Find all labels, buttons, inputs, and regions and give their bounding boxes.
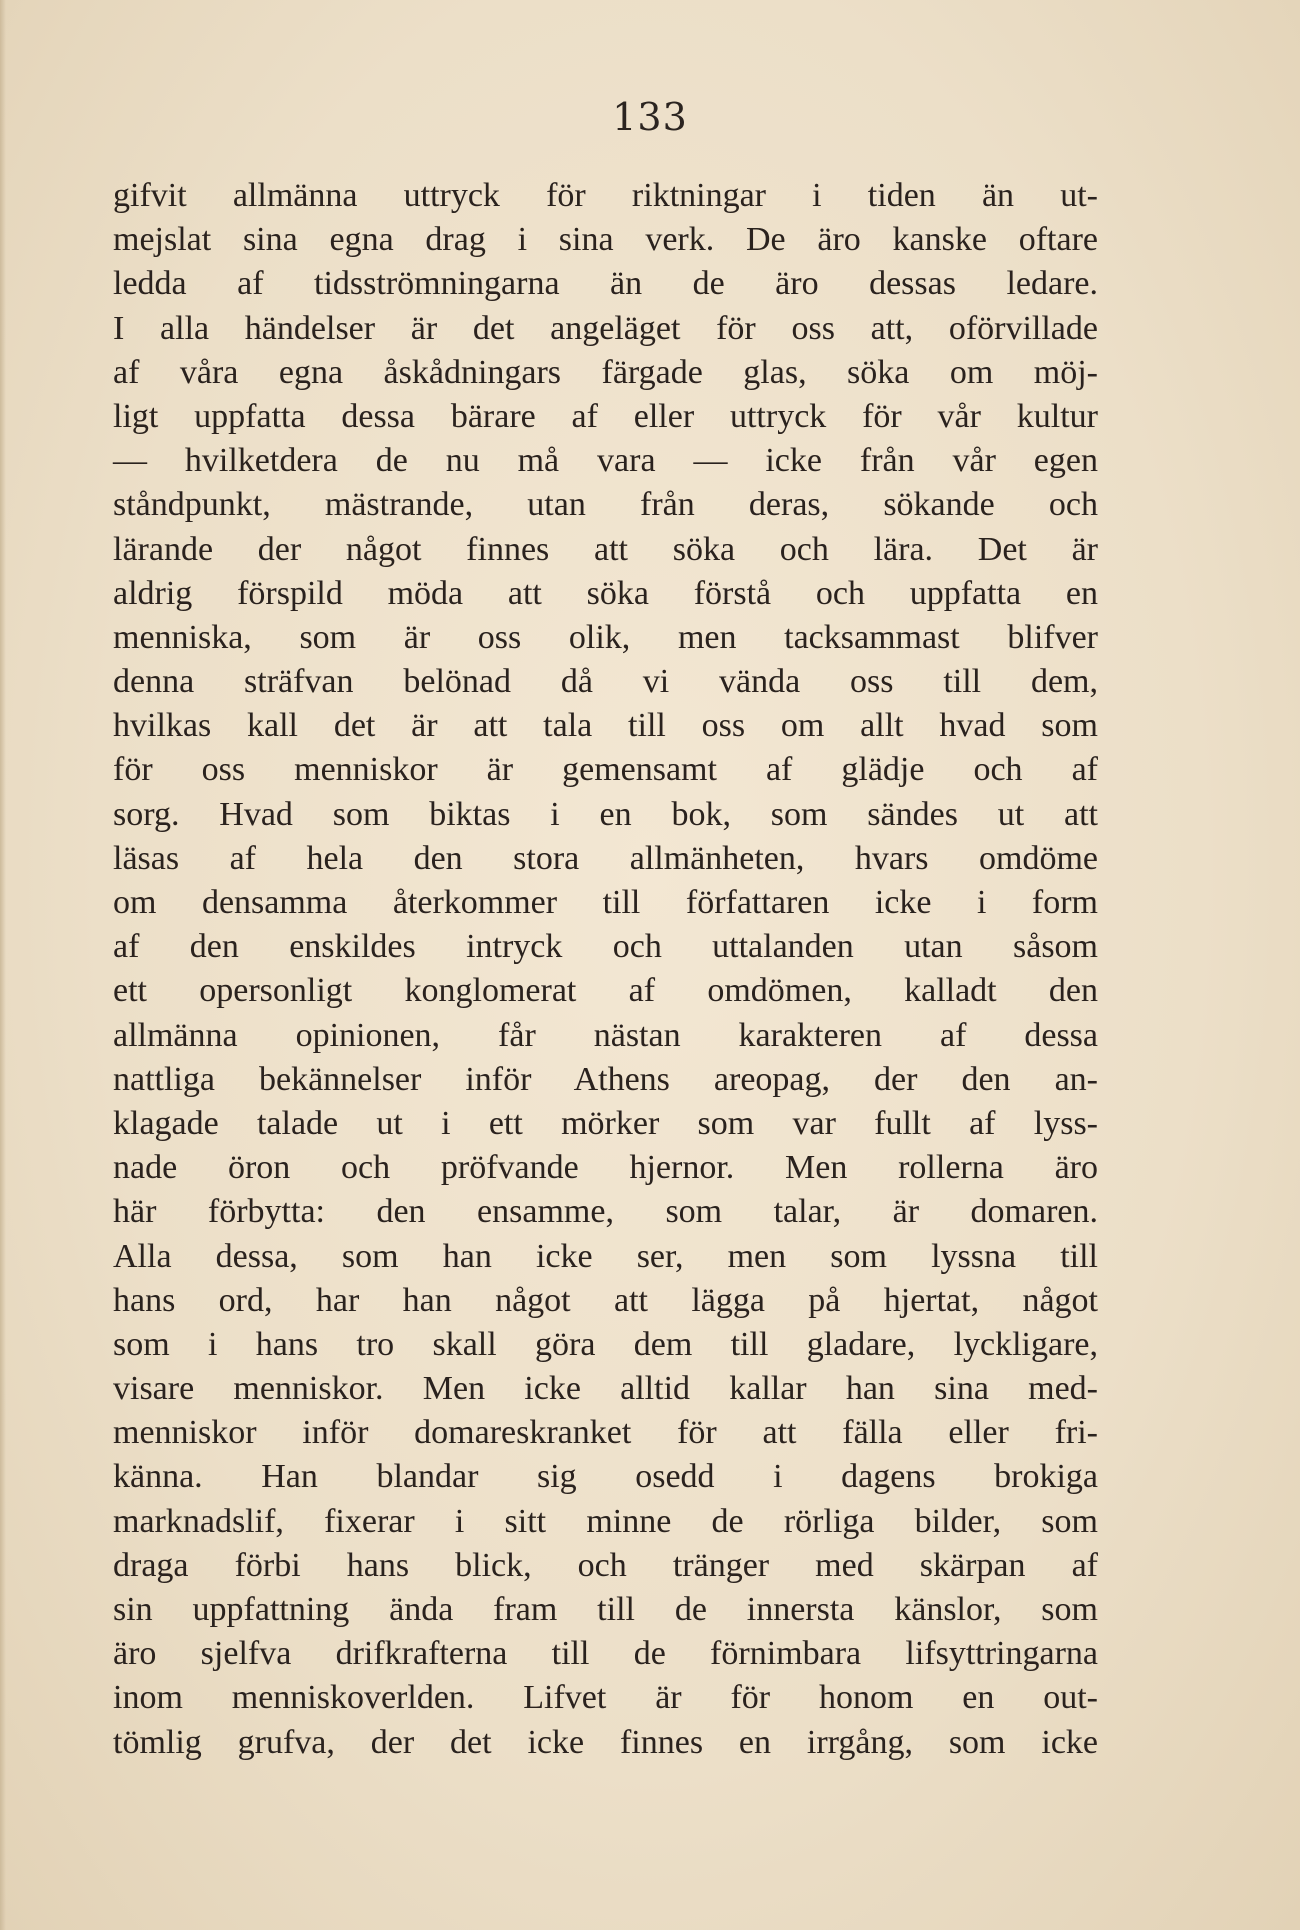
text-line: som i hans tro skall göra dem till gladare, lyckligare, (113, 1325, 1098, 1363)
text-line: menniska, som är oss olik, men tacksammast blifver (113, 618, 1098, 656)
text-line: ett opersonligt konglomerat af omdömen, kalladt den (113, 972, 1098, 1010)
text-line: inom menniskoverlden. Lifvet är för honom en out- (113, 1679, 1098, 1717)
text-line: äro sjelfva drifkrafterna till de förnimbara lifsyttringarna (113, 1635, 1098, 1673)
text-line: af våra egna åskådningars färgade glas, söka om möj- (113, 353, 1098, 391)
text-line: af den enskildes intryck och uttalanden utan såsom (113, 928, 1098, 966)
text-line: klagade talade ut i ett mörker som var fullt af lyss- (113, 1104, 1098, 1142)
text-line: denna sträfvan belönad då vi vända oss till dem, (113, 663, 1098, 701)
text-line: ledda af tidsströmningarna än de äro dessas ledare. (113, 265, 1098, 303)
text-line: visare menniskor. Men icke alltid kallar han sina med- (113, 1370, 1098, 1408)
text-line: allmänna opinionen, får nästan karakteren af dessa (113, 1016, 1098, 1054)
text-line: hans ord, har han något att lägga på hjertat, något (113, 1281, 1098, 1319)
page-gutter-edge (0, 0, 6, 1930)
text-line: hvilkas kall det är att tala till oss om allt hvad som (113, 707, 1098, 745)
text-line: om densamma återkommer till författaren icke i form (113, 884, 1098, 921)
text-line: för oss menniskor är gemensamt af glädje och af (113, 751, 1098, 789)
text-line: tömlig grufva, der det icke finnes en irrgång, som icke (113, 1723, 1098, 1761)
text-line: nade öron och pröfvande hjernor. Men rollerna äro (113, 1149, 1098, 1187)
text-line: mejslat sina egna drag i sina verk. De äro kanske oftare (113, 221, 1098, 259)
page-number: 133 (612, 95, 688, 139)
text-line: ligt uppfatta dessa bärare af eller uttryck för vår kultur (113, 397, 1098, 435)
body-text (113, 174, 1098, 1765)
text-line: Alla dessa, som han icke ser, men som lyssna till (113, 1237, 1098, 1275)
text-line: sin uppfattning ända fram till de innersta känslor, som (113, 1591, 1098, 1628)
text-line: ståndpunkt, mästrande, utan från deras, sökande och (113, 486, 1098, 524)
text-line: känna. Han blandar sig osedd i dagens brokiga (113, 1458, 1098, 1496)
text-line: I alla händelser är det angeläget för oss att, oförvillade (113, 309, 1098, 347)
text-line: — hvilketdera de nu må vara — icke från vår egen (113, 442, 1098, 480)
text-line: marknadslif, fixerar i sitt minne de rörliga bilder, som (113, 1502, 1098, 1540)
text-line: draga förbi hans blick, och tränger med skärpan af (113, 1546, 1098, 1584)
text-line: gifvit allmänna uttryck för riktningar i tiden än ut- (113, 177, 1098, 214)
text-line: aldrig förspild möda att söka förstå och uppfatta en (113, 574, 1098, 612)
text-line: menniskor inför domareskranket för att fälla eller fri- (113, 1414, 1098, 1452)
text-line: sorg. Hvad som biktas i en bok, som sändes ut att (113, 795, 1098, 833)
text-line: här förbytta: den ensamme, som talar, är domaren. (113, 1193, 1098, 1231)
text-line: nattliga bekännelser inför Athens areopag, der den an- (113, 1060, 1098, 1098)
text-line: läsas af hela den stora allmänheten, hvars omdöme (113, 839, 1098, 877)
text-line: lärande der något finnes att söka och lära. Det är (113, 530, 1098, 568)
